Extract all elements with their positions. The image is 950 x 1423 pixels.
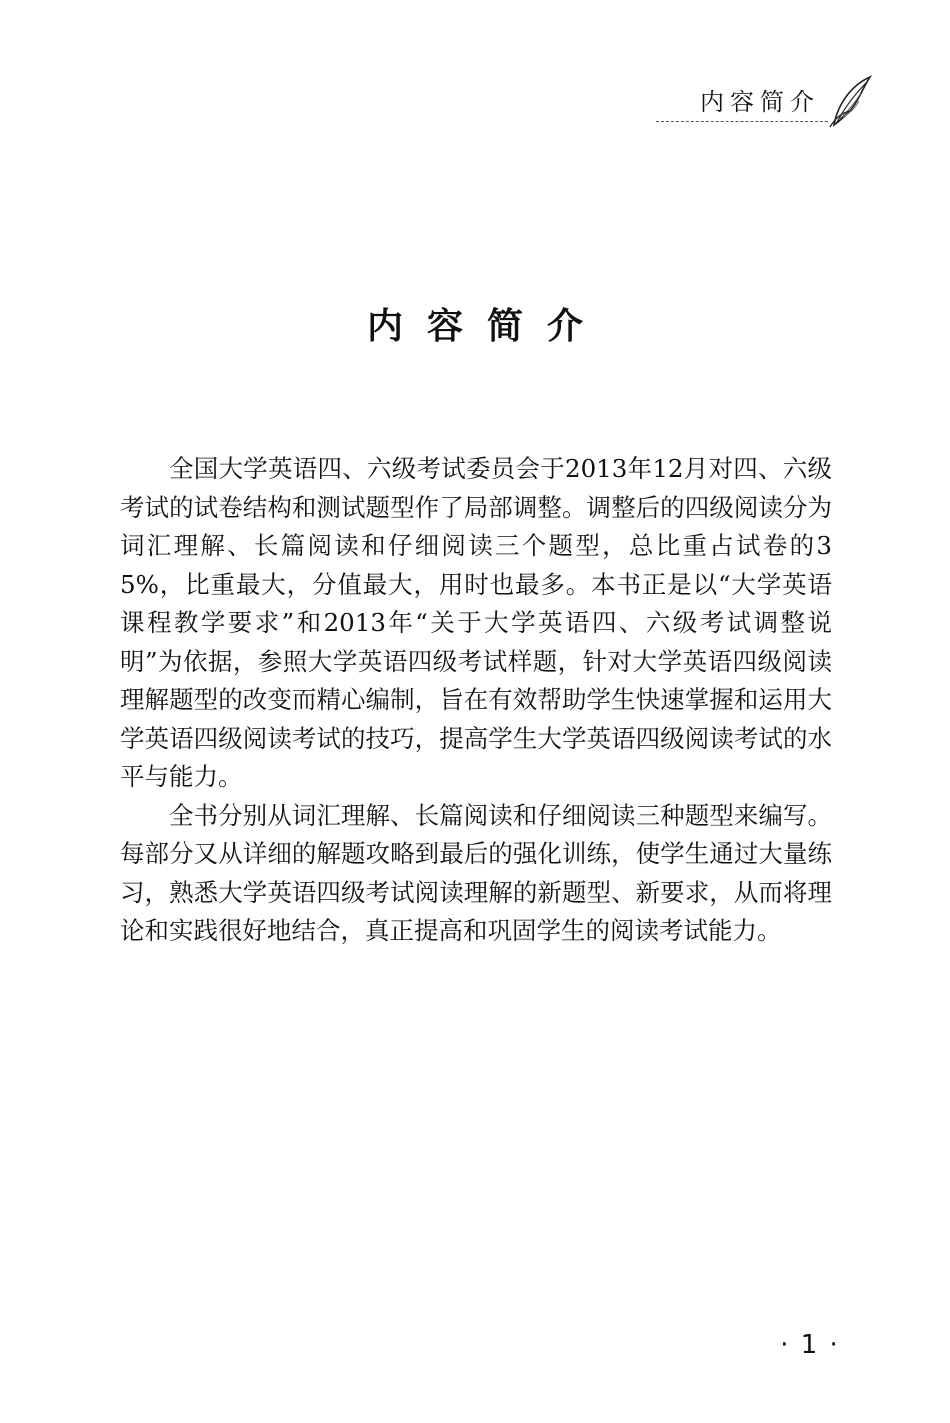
page-number: · 1 ·: [780, 1330, 840, 1360]
paragraph-1: 全国大学英语四、六级考试委员会于2013年12月对四、六级考试的试卷结构和测试题型作了局部调整。调整后的四级阅读分为词汇理解、长篇阅读和仔细阅读三个题型，总比重占试卷的35%，比重最大，分值最大，用时也最多。本书正是以“大学英语课程教学要求”和2013年“关于大学英语四、六级考试调整说明”为依据，参照大学英语四级考试样题，针对大学英语四级阅读理解题型的改变而精心编制，旨在有效帮助学生快速掌握和运用大学英语四级阅读考试的技巧，提高学生大学英语四级阅读考试的水平与能力。: [120, 454, 832, 791]
header-dashed-rule: [656, 121, 828, 122]
leaf-icon: [828, 73, 874, 129]
running-header: [656, 83, 870, 125]
paragraph-2: 全书分别从词汇理解、长篇阅读和仔细阅读三种题型来编写。每部分又从详细的解题攻略到最后的强化训练，使学生通过大量练习，熟悉大学英语四级考试阅读理解的新题型、新要求，从而将理论和实践很好地结合，真正提高和巩固学生的阅读考试能力。: [120, 800, 832, 945]
body-text: [120, 450, 832, 951]
page-title: 内容简介: [366, 306, 607, 348]
running-header-title: 内容简介: [700, 88, 820, 116]
